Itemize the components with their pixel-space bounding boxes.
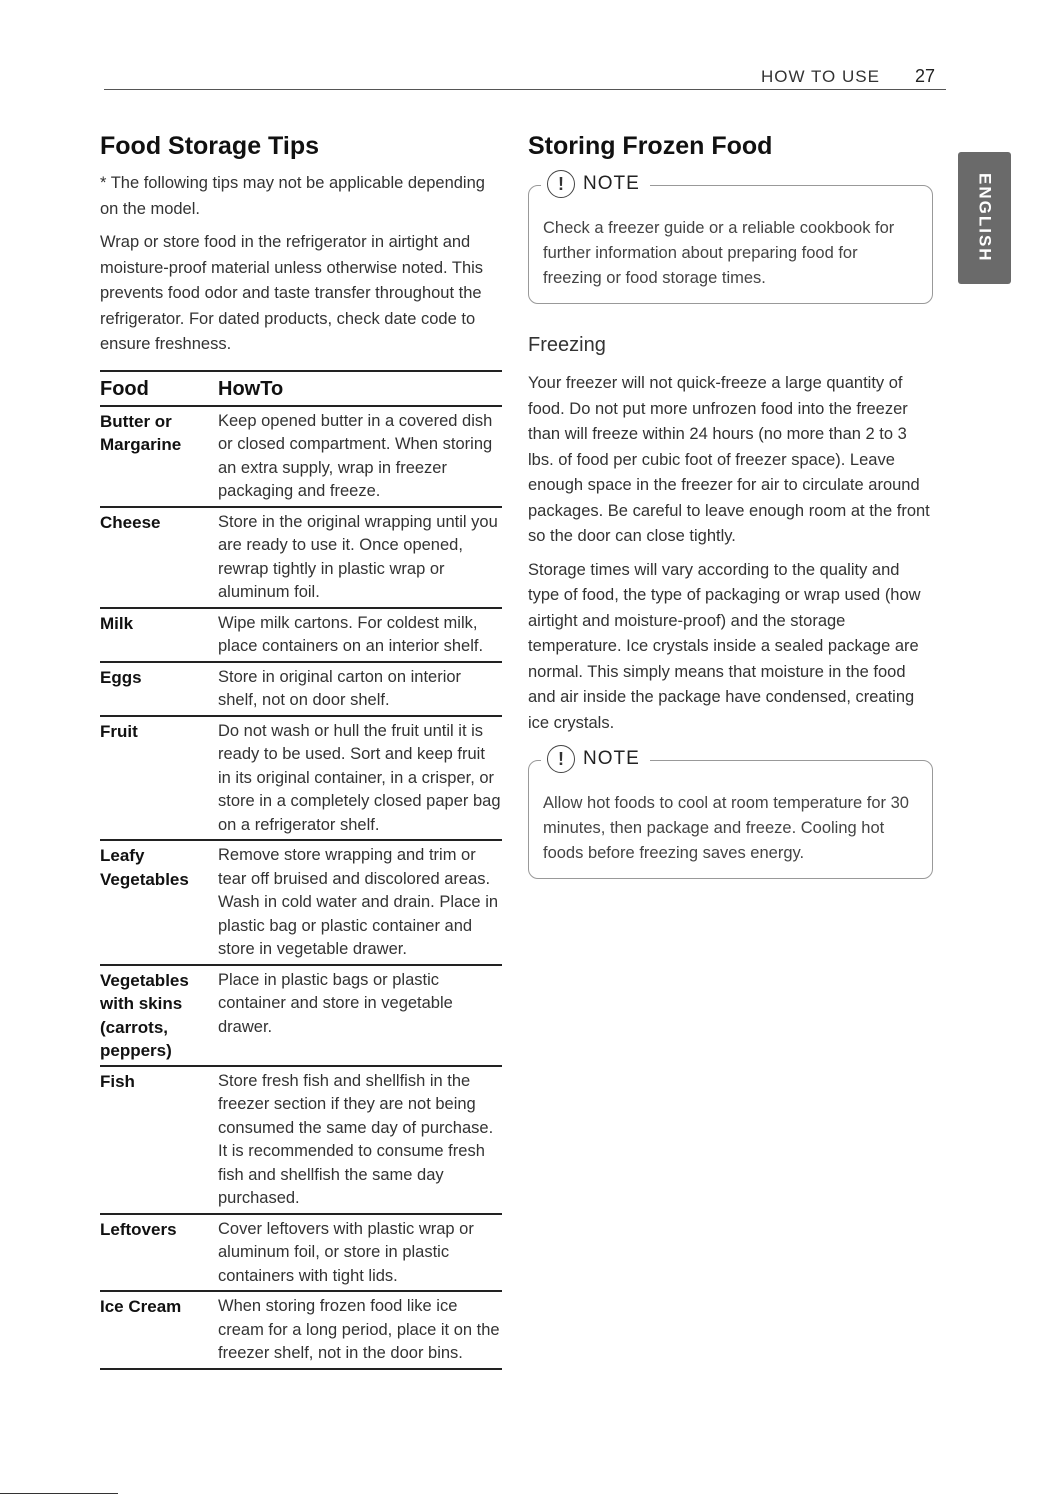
food-cell: Fish <box>100 1066 218 1214</box>
food-cell: Vegetables with skins (carrots, peppers) <box>100 965 218 1066</box>
food-cell: Leafy Vegetables <box>100 840 218 965</box>
howto-cell: Wipe milk cartons. For coldest milk, place containers on an interior shelf. <box>218 608 502 662</box>
exclamation-icon: ! <box>547 170 575 198</box>
howto-cell: Store fresh fish and shellfish in the freezer section if they are not being consumed the same day of purchase. It is recommended to consume fresh fish and shellfish the same day purchased. <box>218 1066 502 1214</box>
table-row <box>100 716 502 841</box>
header-section-title: HOW TO USE <box>761 67 880 86</box>
freezing-paragraph: Your freezer will not quick-freeze a large quantity of food. Do not put more unfrozen food into the freezer than will freeze within 24 hours (no more than 2 to 3 lbs. of food per cubic foot of freezer space). Leave enough space in the freezer for air to circulate around packages. Be careful to leave enough room at the front so the door can close tightly. <box>528 374 930 545</box>
table-row <box>100 1066 502 1214</box>
howto-cell: Place in plastic bags or plastic container and store in vegetable drawer. <box>218 965 502 1066</box>
howto-cell: Remove store wrapping and trim or tear off bruised and discolored areas. Wash in cold water and drain. Place in plastic bag or plastic container and store in vegetable drawer. <box>218 840 502 965</box>
howto-cell: Store in the original wrapping until you are ready to use it. Once opened, rewrap tightly in plastic wrap or aluminum foil. <box>218 507 502 608</box>
howto-cell: When storing frozen food like ice cream for a long period, place it on the freezer shelf, not in the door bins. <box>218 1291 502 1369</box>
intro-paragraph: Wrap or store food in the refrigerator in airtight and moisture-proof material unless otherwise noted. This prevents food odor and taste transfer throughout the refrigerator. For dated products, check date code to ensure freshness. <box>100 233 484 353</box>
column-header-food: Food <box>100 371 218 406</box>
column-header-howto: HowTo <box>218 371 502 406</box>
storage-times-paragraph: Storage times will vary according to the quality and type of food, the type of packaging or wrap used (how airtight and moisture-proof) and the storage temperature. Ice crystals inside a sealed package are normal. This simply means that moisture in the food and air inside the package have condensed, creating ice crystals. <box>528 560 921 732</box>
language-tab <box>958 152 1011 284</box>
food-cell: Eggs <box>100 662 218 716</box>
note-box <box>528 748 933 879</box>
freezing-subheading: Freezing <box>528 334 606 356</box>
section-title: Storing Frozen Food <box>528 132 773 160</box>
food-cell: Butter or Margarine <box>100 406 218 507</box>
note-label: NOTE <box>583 748 640 769</box>
exclamation-icon: ! <box>547 745 575 773</box>
note-box <box>528 173 933 304</box>
table-row <box>100 507 502 608</box>
table-row <box>100 608 502 662</box>
food-cell: Milk <box>100 608 218 662</box>
note-text: Allow hot foods to cool at room temperature for 30 minutes, then package and freeze. Cooling hot foods before freezing saves energy. <box>543 794 909 862</box>
table-row <box>100 840 502 965</box>
note-label: NOTE <box>583 173 640 194</box>
note-header <box>541 745 650 773</box>
table-row <box>100 662 502 716</box>
food-cell: Leftovers <box>100 1214 218 1292</box>
table-row <box>100 965 502 1066</box>
page-number: 27 <box>915 66 936 86</box>
language-tab-label: ENGLISH <box>975 173 995 263</box>
howto-cell: Do not wash or hull the fruit until it is ready to be used. Sort and keep fruit in its original container, in a crisper, or store in a completely closed paper bag on a refrigerator shelf. <box>218 716 502 841</box>
howto-cell: Store in original carton on interior shelf, not on door shelf. <box>218 662 502 716</box>
food-cell: Ice Cream <box>100 1291 218 1369</box>
applicability-note: * The following tips may not be applicable depending on the model. <box>100 174 485 218</box>
howto-cell: Cover leftovers with plastic wrap or aluminum foil, or store in plastic containers with tight lids. <box>218 1214 502 1292</box>
header-rule <box>104 89 946 90</box>
note-text: Check a freezer guide or a reliable cookbook for further information about preparing food for freezing or food storage times. <box>543 219 895 287</box>
note-header <box>541 170 650 198</box>
table-row <box>100 406 502 507</box>
food-cell: Cheese <box>100 507 218 608</box>
food-storage-tips-section <box>100 132 502 1370</box>
storing-frozen-food-section <box>528 132 933 879</box>
section-title: Food Storage Tips <box>100 132 319 160</box>
howto-cell: Keep opened butter in a covered dish or closed compartment. When storing an extra supply, wrap in freezer packaging and freeze. <box>218 406 502 507</box>
footer-rule <box>0 1493 118 1494</box>
food-storage-table <box>100 370 502 1370</box>
table-header-row <box>100 371 502 406</box>
food-cell: Fruit <box>100 716 218 841</box>
table-row <box>100 1291 502 1369</box>
table-row <box>100 1214 502 1292</box>
